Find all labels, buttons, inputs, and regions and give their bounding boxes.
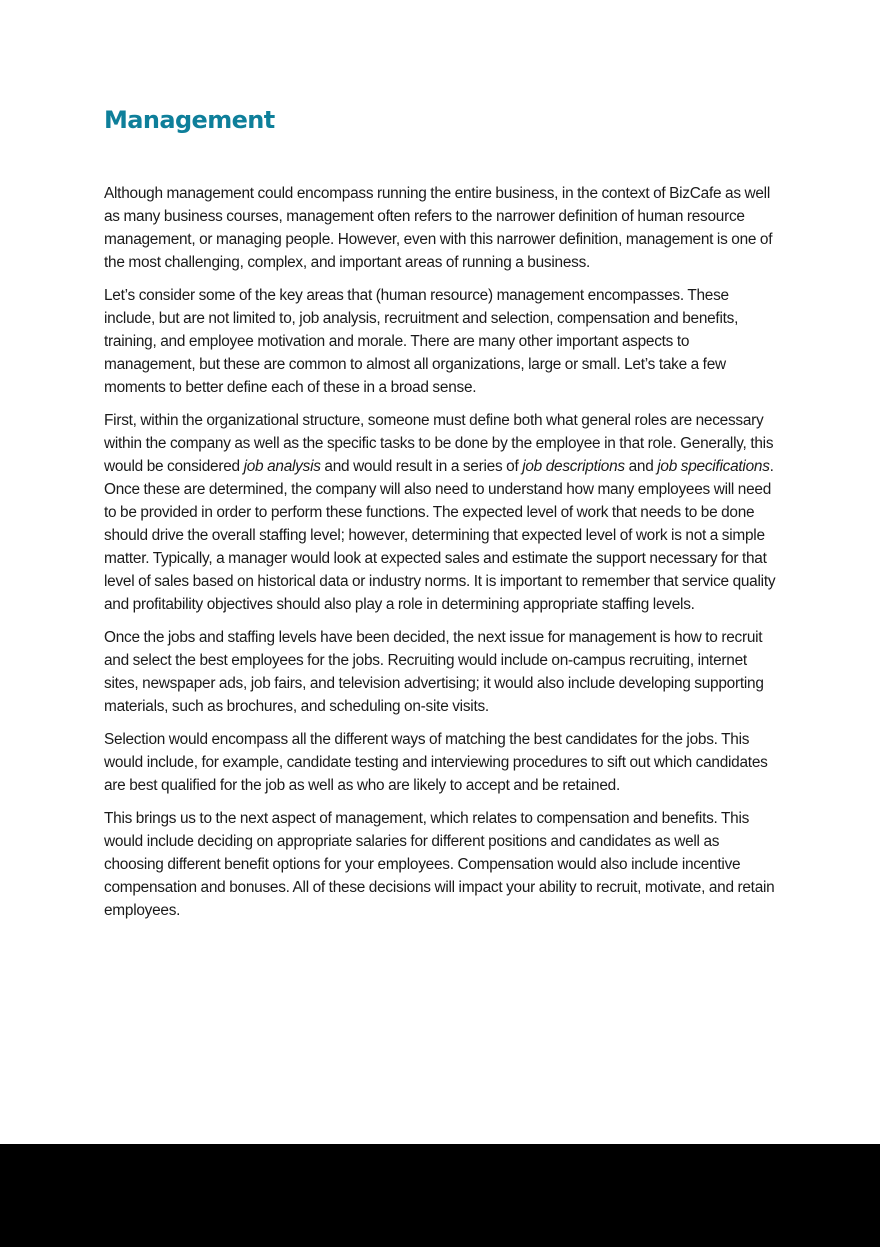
paragraph-job-analysis xyxy=(104,409,776,616)
document-body xyxy=(104,182,776,932)
term-job-descriptions: job descriptions xyxy=(522,458,625,475)
bottom-black-bar xyxy=(0,1144,880,1247)
text-segment: First, within the organizational structure, someone must define both what general roles are necessary within the company as well as the specific tasks to be done by the employee in that role. Generally, this would be considered xyxy=(104,412,774,475)
paragraph-key-areas: Let’s consider some of the key areas that (human resource) management encompasses. These include, but are not limited to, job analysis, recruitment and selection, compensation and benefits, training, and employee motivation and morale. There are many other important aspects to management, but these are common to almost all organizations, large or small. Let’s take a few moments to better define each of these in a broad sense. xyxy=(104,287,739,396)
text-segment: . Once these are determined, the company will also need to understand how many employees will need to be provided in order to perform these functions. The expected level of work that needs to be done should drive the overall staffing level; however, determining that expected level of work is not a simple matter. Typically, a manager would look at expected sales and estimate the support necessary for that level of sales based on historical data or industry norms. It is important to remember that service quality and profitability objectives should also play a role in determining appropriate staffing levels. xyxy=(104,458,776,613)
text-segment: and xyxy=(624,458,658,475)
text-segment: and would result in a series of xyxy=(320,458,523,475)
term-job-specifications: job specifications xyxy=(657,458,770,475)
term-job-analysis: job analysis xyxy=(243,458,321,475)
page-title: Management xyxy=(104,106,275,134)
paragraph-intro: Although management could encompass running the entire business, in the context of BizCafe as well as many business courses, management often refers to the narrower definition of human resource management, or managing people. However, even with this narrower definition, management is one of the most challenging, complex, and important areas of running a business. xyxy=(104,185,773,271)
paragraph-compensation: This brings us to the next aspect of management, which relates to compensation and benefits. This would include deciding on appropriate salaries for different positions and candidates as well as choosing different benefit options for your employees. Compensation would also include incentive compensation and bonuses. All of these decisions will impact your ability to recruit, motivate, and retain employees. xyxy=(104,810,775,919)
paragraph-selection: Selection would encompass all the different ways of matching the best candidates for the jobs. This would include, for example, candidate testing and interviewing procedures to sift out which candidates are best qualified for the job as well as who are likely to accept and be retained. xyxy=(104,731,768,794)
paragraph-recruiting: Once the jobs and staffing levels have been decided, the next issue for management is how to recruit and select the best employees for the jobs. Recruiting would include on-campus recruiting, internet sites, newspaper ads, job fairs, and television advertising; it would also include developing supporting materials, such as brochures, and scheduling on-site visits. xyxy=(104,629,764,715)
